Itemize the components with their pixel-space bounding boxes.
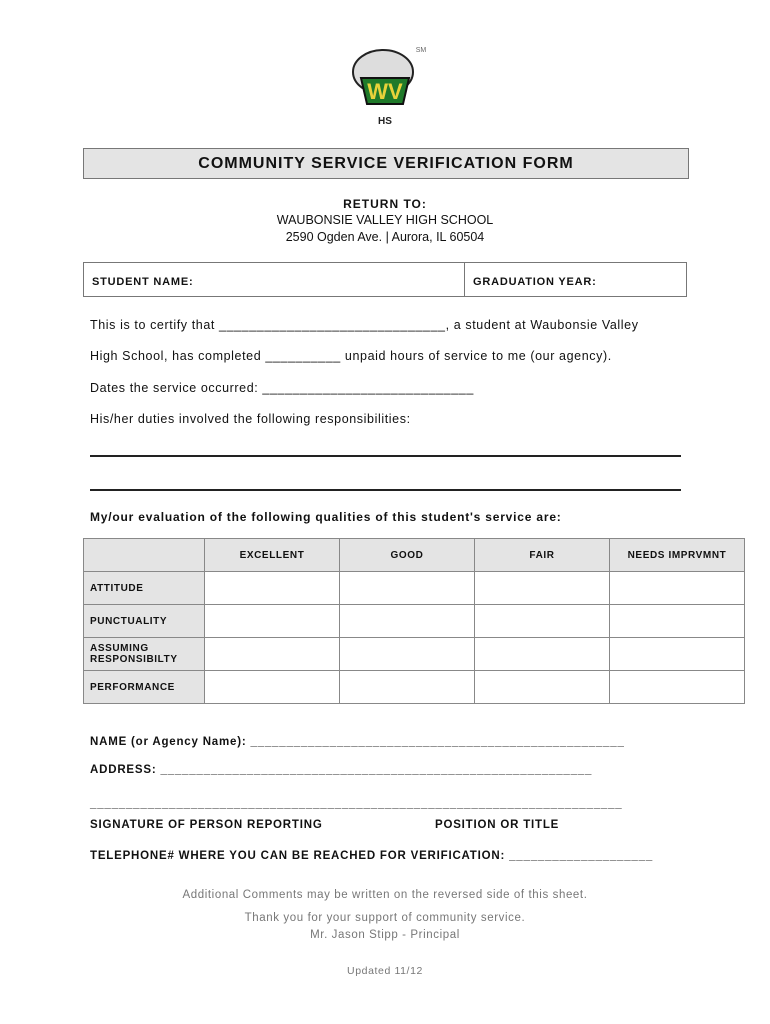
duties-line-2[interactable] bbox=[90, 489, 681, 491]
rating-cell[interactable] bbox=[610, 638, 745, 671]
graduation-year-field[interactable]: GRADUATION YEAR: bbox=[473, 276, 597, 288]
rating-cell[interactable] bbox=[205, 671, 340, 704]
svg-text:WV: WV bbox=[367, 79, 403, 104]
rating-cell[interactable] bbox=[610, 572, 745, 605]
signature-label: SIGNATURE OF PERSON REPORTING bbox=[90, 819, 323, 831]
table-header-row bbox=[84, 539, 745, 572]
student-info-box bbox=[83, 262, 687, 297]
evaluation-heading: My/our evaluation of the following qualities of this student's service are: bbox=[90, 510, 562, 524]
header-cell: NEEDS IMPRVMNT bbox=[610, 539, 745, 572]
table-row bbox=[84, 671, 745, 704]
school-name: WAUBONSIE VALLEY HIGH SCHOOL bbox=[276, 213, 494, 227]
row-label: PUNCTUALITY bbox=[84, 605, 205, 638]
table-row bbox=[84, 605, 745, 638]
duties-line-1[interactable] bbox=[90, 455, 681, 457]
position-label: POSITION OR TITLE bbox=[435, 819, 560, 831]
evaluation-table bbox=[83, 538, 745, 704]
table-row bbox=[84, 572, 745, 605]
header-cell bbox=[84, 539, 205, 572]
rating-cell[interactable] bbox=[610, 671, 745, 704]
return-to-label: RETURN TO: bbox=[343, 197, 427, 211]
table-row bbox=[84, 638, 745, 671]
telephone-line[interactable]: TELEPHONE# WHERE YOU CAN BE REACHED FOR VERIFICATION: ____________________ bbox=[90, 850, 654, 862]
signature-line[interactable]: __________________________________________________________________________ bbox=[90, 798, 623, 810]
svg-text:HS: HS bbox=[378, 116, 392, 127]
address-line[interactable]: ADDRESS: ____________________________________________________________ bbox=[90, 764, 593, 776]
row-label: PERFORMANCE bbox=[84, 671, 205, 704]
rating-cell[interactable] bbox=[205, 605, 340, 638]
svg-text:SM: SM bbox=[415, 47, 427, 54]
updated-date: Updated 11/12 bbox=[347, 965, 423, 977]
rating-cell[interactable] bbox=[475, 638, 610, 671]
certify-line-2: High School, has completed __________ unpaid hours of service to me (our agency). bbox=[90, 349, 612, 363]
rating-cell[interactable] bbox=[340, 572, 475, 605]
rating-cell[interactable] bbox=[205, 572, 340, 605]
form-title: COMMUNITY SERVICE VERIFICATION FORM bbox=[83, 148, 689, 179]
rating-cell[interactable] bbox=[610, 605, 745, 638]
rating-cell[interactable] bbox=[340, 638, 475, 671]
header-cell: FAIR bbox=[475, 539, 610, 572]
rating-cell[interactable] bbox=[475, 671, 610, 704]
row-label: ASSUMING RESPONSIBILTY bbox=[84, 638, 205, 671]
header-cell: GOOD bbox=[340, 539, 475, 572]
rating-cell[interactable] bbox=[205, 638, 340, 671]
row-label: ATTITUDE bbox=[84, 572, 205, 605]
thanks-note: Thank you for your support of community service. bbox=[244, 912, 526, 924]
student-name-field[interactable]: STUDENT NAME: bbox=[84, 263, 465, 296]
rating-cell[interactable] bbox=[340, 671, 475, 704]
principal-name: Mr. Jason Stipp - Principal bbox=[310, 929, 460, 941]
duties-label: His/her duties involved the following responsibilities: bbox=[90, 412, 411, 426]
certify-line-1: This is to certify that ______________________________, a student at Waubonsie Valley bbox=[90, 318, 639, 332]
certify-line-3: Dates the service occurred: ____________________________ bbox=[90, 381, 474, 395]
rating-cell[interactable] bbox=[475, 572, 610, 605]
header-cell: EXCELLENT bbox=[205, 539, 340, 572]
school-address: 2590 Ogden Ave. | Aurora, IL 60504 bbox=[285, 230, 485, 244]
rating-cell[interactable] bbox=[340, 605, 475, 638]
comments-note: Additional Comments may be written on the reversed side of this sheet. bbox=[182, 889, 588, 901]
rating-cell[interactable] bbox=[475, 605, 610, 638]
school-crest-logo bbox=[343, 42, 429, 128]
agency-name-line[interactable]: NAME (or Agency Name): ____________________________________________________ bbox=[90, 736, 625, 748]
